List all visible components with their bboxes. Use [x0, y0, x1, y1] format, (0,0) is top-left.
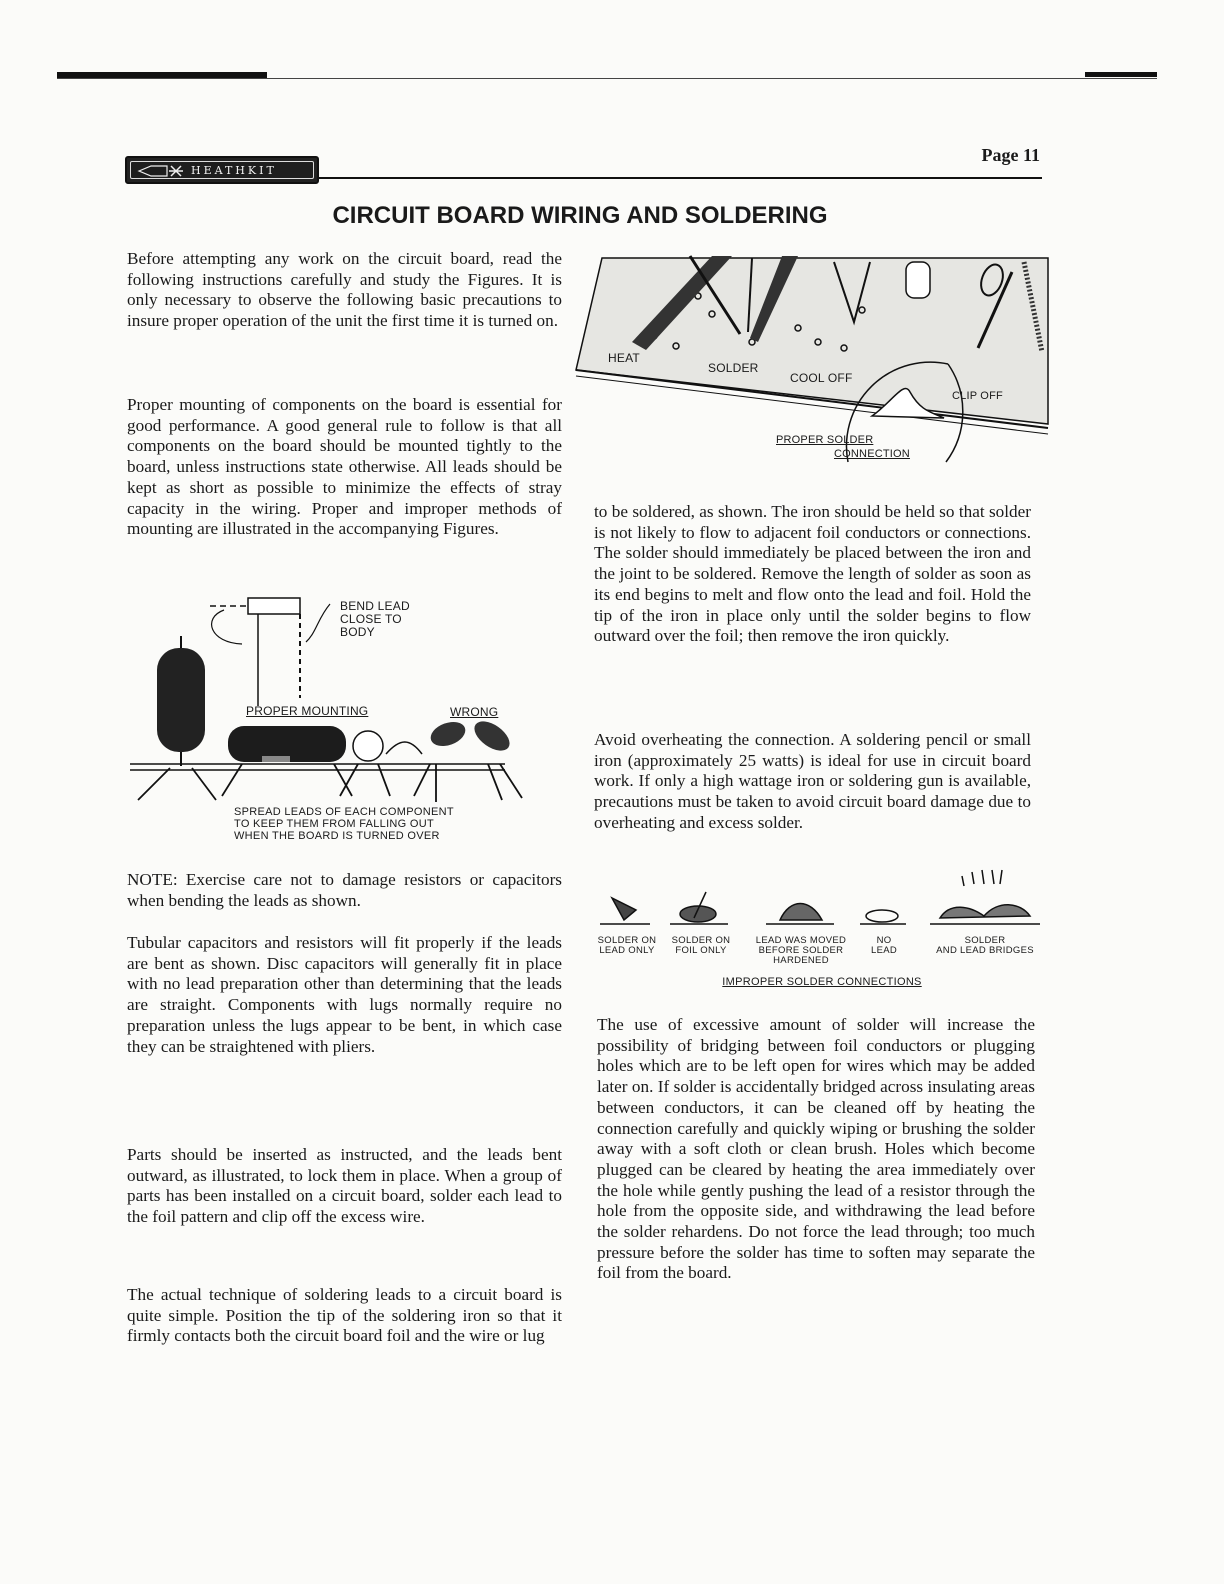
label-proper-mounting: PROPER MOUNTING: [246, 704, 369, 718]
right-paragraph-1: to be soldered, as shown. The iron should be held so that solder is not likely to flow to adjacent foil conductors or connections. The solder should immediately be placed between the iron and the joint to be soldered. Remove the length of solder as soon as its end begins to melt and flow onto the lead and foil. Hold the tip of the iron in place only until the solder begins to flow outward over the foil; then remove the iron quickly.: [594, 502, 1031, 646]
caption-spread-leads-2: TO KEEP THEM FROM FALLING OUT: [234, 818, 435, 830]
improper-label-5: SOLDER AND LEAD BRIDGES: [936, 935, 1034, 956]
right-paragraph-3: The use of excessive amount of solder will increase the possibility of bridging between foil conductors or plugging holes which are to be left open for wires which may be added later on. If solder is accidentally bridged across insulating areas between conductors, it can be cleaned off by heating the connection carefully and quickly wiping or brushing the solder away with a soft cloth or clean brush. Holes which become plugged can be cleared by heating the area immediately over the hole while gently pushing the lead of a resistor through the hole from the opposite side, and withdrawing the lead before the solder rehardens. Do not force the lead through; too much pressure before the solder has time to soften may separate the foil from the board.: [597, 1015, 1035, 1283]
page-number: Page 11: [981, 145, 1040, 165]
left-paragraph-5: The actual technique of soldering leads to a circuit board is quite simple. Position the tip of the soldering iron so that it firmly contacts both the circuit board foil and the wire or lug: [127, 1285, 562, 1346]
figure-improper-solder: [590, 862, 1050, 992]
improper-solder-illustration: [590, 862, 1050, 932]
left-paragraph-1: Before attempting any work on the circuit board, read the following instructions carefully and study the Figures. It is only necessary to observe the following basic precautions to insure proper operation of the unit the first time it is turned on.: [127, 249, 562, 331]
left-paragraph-2: Proper mounting of components on the board is essential for good performance. A good general rule to follow is that all components on the board should be mounted tightly to the board, unless instructions state otherwise. All leads should be kept as short as possible to minimize the effects of stray capacity in the wiring. Proper and improper methods of mounting are illustrated in the accompanying Figures.: [127, 395, 562, 539]
heathkit-logo: [125, 156, 319, 184]
top-rule-thin: [57, 78, 1157, 79]
label-solder: SOLDER: [708, 361, 759, 375]
figure-component-mounting: [130, 588, 550, 858]
header-rule: [317, 177, 1042, 179]
label-close-to: CLOSE TO: [340, 612, 402, 626]
label-bend-lead: BEND LEAD: [340, 599, 410, 613]
left-paragraph-4: Parts should be inserted as instructed, and the leads bent outward, as illustrated, to lock them in place. When a group of parts has been installed on a circuit board, solder each lead to the foil pattern and clip off the excess wire.: [127, 1145, 562, 1227]
caption-spread-leads-3: WHEN THE BOARD IS TURNED OVER: [234, 830, 440, 842]
logo-text: HEATHKIT: [191, 163, 277, 177]
right-paragraph-2: Avoid overheating the connection. A soldering pencil or small iron (approximately 25 watts) is ideal for use in circuit board work. If only a high wattage iron or soldering gun is available, precautions must be taken to avoid circuit board damage due to overheating and excess solder.: [594, 730, 1031, 832]
improper-label-2: SOLDER ON FOIL ONLY: [671, 935, 731, 956]
label-clip-off: CLIP OFF: [952, 390, 1003, 402]
improper-label-3: LEAD WAS MOVED BEFORE SOLDER HARDENED: [755, 935, 847, 966]
left-note: NOTE: Exercise care not to damage resistors or capacitors when bending the leads as shown.: [127, 870, 562, 910]
page-title: CIRCUIT BOARD WIRING AND SOLDERING: [332, 202, 828, 229]
label-connection: CONNECTION: [834, 448, 910, 460]
label-wrong: WRONG: [450, 705, 499, 719]
figure-soldering-steps: [572, 252, 1052, 490]
improper-label-1: SOLDER ON LEAD ONLY: [597, 935, 657, 956]
label-cool-off: COOL OFF: [790, 371, 853, 385]
label-heat: HEAT: [608, 351, 640, 365]
top-rule-right: [1085, 72, 1157, 77]
logo-emblem-icon: [137, 164, 185, 178]
label-body: BODY: [340, 625, 375, 639]
caption-spread-leads-1: SPREAD LEADS OF EACH COMPONENT: [234, 806, 454, 818]
improper-label-4: NO LEAD: [870, 935, 898, 956]
improper-caption: IMPROPER SOLDER CONNECTIONS: [722, 976, 922, 988]
left-paragraph-3: Tubular capacitors and resistors will fit properly if the leads are bent as shown. Disc capacitors will generally fit in place with no lead preparation other than determining that the leads are straight. Components with lugs normally require no preparation unless the lugs appear to be bent, in which case they can be straightened with pliers.: [127, 933, 562, 1056]
label-proper-solder: PROPER SOLDER: [776, 434, 874, 446]
